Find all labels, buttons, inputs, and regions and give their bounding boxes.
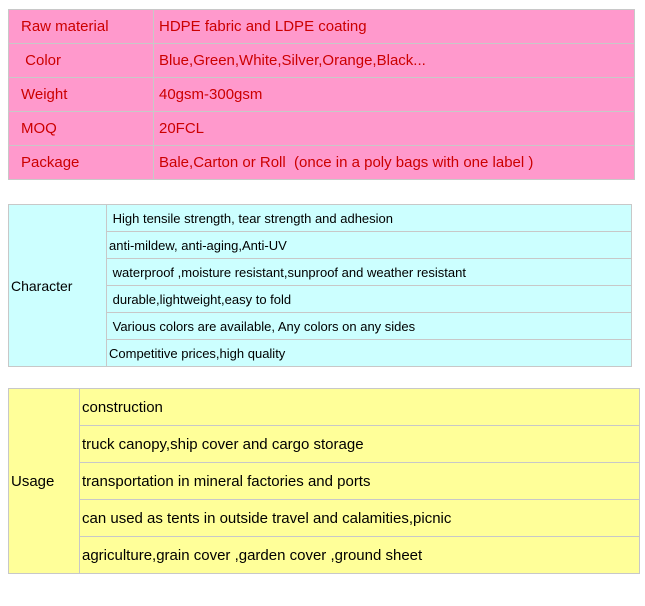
- spec-value: Bale,Carton or Roll (once in a poly bags with one label ): [154, 146, 635, 180]
- spec-table: [8, 9, 635, 180]
- character-item: anti-mildew, anti-aging,Anti-UV: [107, 232, 632, 259]
- spec-key: MOQ: [9, 112, 154, 146]
- character-label: Character: [9, 205, 107, 367]
- spec-value: HDPE fabric and LDPE coating: [154, 10, 635, 44]
- spec-key: Raw material: [9, 10, 154, 44]
- table-row: [9, 537, 640, 574]
- spec-value: Blue,Green,White,Silver,Orange,Black...: [154, 44, 635, 78]
- usage-table: [8, 388, 640, 574]
- spec-key: Color: [9, 44, 154, 78]
- character-item: Competitive prices,high quality: [107, 340, 632, 367]
- table-row: [9, 146, 635, 180]
- table-row: [9, 426, 640, 463]
- usage-item: construction: [80, 389, 640, 426]
- character-item: durable,lightweight,easy to fold: [107, 286, 632, 313]
- table-row: [9, 112, 635, 146]
- spec-value: 40gsm-300gsm: [154, 78, 635, 112]
- table-row: [9, 389, 640, 426]
- character-table: [8, 204, 632, 367]
- table-row: [9, 463, 640, 500]
- usage-item: transportation in mineral factories and ports: [80, 463, 640, 500]
- usage-label: Usage: [9, 389, 80, 574]
- spec-key: Weight: [9, 78, 154, 112]
- usage-item: agriculture,grain cover ,garden cover ,ground sheet: [80, 537, 640, 574]
- spec-value: 20FCL: [154, 112, 635, 146]
- table-row: [9, 500, 640, 537]
- table-row: [9, 44, 635, 78]
- usage-item: can used as tents in outside travel and calamities,picnic: [80, 500, 640, 537]
- table-row: [9, 78, 635, 112]
- character-item: waterproof ,moisture resistant,sunproof and weather resistant: [107, 259, 632, 286]
- spec-key: Package: [9, 146, 154, 180]
- character-item: Various colors are available, Any colors on any sides: [107, 313, 632, 340]
- table-row: [9, 205, 632, 232]
- usage-item: truck canopy,ship cover and cargo storage: [80, 426, 640, 463]
- character-item: High tensile strength, tear strength and adhesion: [107, 205, 632, 232]
- table-row: [9, 10, 635, 44]
